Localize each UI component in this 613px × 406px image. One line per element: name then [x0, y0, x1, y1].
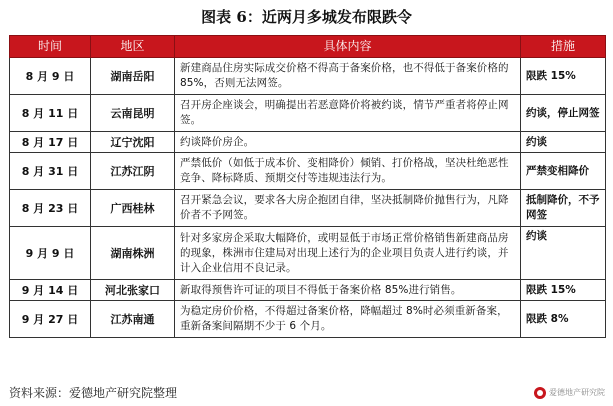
cell-time: 8 月 17 日: [10, 132, 91, 153]
cell-measure: 限跌 15%: [521, 58, 606, 95]
cell-time: 8 月 9 日: [10, 58, 91, 95]
header-measure: 措施: [521, 36, 606, 58]
header-region: 地区: [91, 36, 175, 58]
table-row: [10, 227, 606, 280]
table-row: [10, 153, 606, 190]
logo-icon: [534, 387, 546, 399]
cell-time: 8 月 11 日: [10, 95, 91, 132]
cell-region: 辽宁沈阳: [91, 132, 175, 153]
table-row: [10, 58, 606, 95]
cell-region: 江苏江阴: [91, 153, 175, 190]
cell-content: 新建商品住房实际成交价格不得高于备案价格，也不得低于备案价格的 85%，否则无法网签。: [175, 58, 521, 95]
cell-measure: 抵制降价，不予网签: [521, 190, 606, 227]
cell-time: 9 月 27 日: [10, 301, 91, 338]
table-row: [10, 280, 606, 301]
cell-region: 湖南株洲: [91, 227, 175, 280]
publisher-logo: [534, 386, 605, 400]
cell-region: 江苏南通: [91, 301, 175, 338]
cell-time: 9 月 9 日: [10, 227, 91, 280]
cell-measure: 严禁变相降价: [521, 153, 606, 190]
header-time: 时间: [10, 36, 91, 58]
cell-measure: 限跌 15%: [521, 280, 606, 301]
cell-time: 8 月 31 日: [10, 153, 91, 190]
cell-measure: 约谈，停止网签: [521, 95, 606, 132]
cell-region: 湖南岳阳: [91, 58, 175, 95]
cell-measure: 限跌 8%: [521, 301, 606, 338]
cell-content: 为稳定房价价格，不得超过备案价格，降幅超过 8%时必须重新备案，重新备案间隔期不少于 6 个月。: [175, 301, 521, 338]
cell-region: 广西桂林: [91, 190, 175, 227]
cell-time: 8 月 23 日: [10, 190, 91, 227]
table-row: [10, 132, 606, 153]
cell-content: 新取得预售许可证的项目不得低于备案价格 85%进行销售。: [175, 280, 521, 301]
table-row: [10, 190, 606, 227]
cell-content: 召开房企座谈会，明确提出若恶意降价将被约谈，情节严重者将停止网签。: [175, 95, 521, 132]
cell-content: 严禁低价（如低于成本价、变相降价）倾销、打价格战，坚决杜绝恶性竞争、降标降质、预期交付等违规违法行为。: [175, 153, 521, 190]
cell-region: 云南昆明: [91, 95, 175, 132]
cell-region: 河北张家口: [91, 280, 175, 301]
source-note: 资料来源：爱德地产研究院整理: [9, 386, 178, 400]
figure-title: 图表 6：近两月多城发布限跌令: [201, 8, 412, 26]
cell-measure: 约谈: [521, 227, 606, 280]
cell-content: 约谈降价房企。: [175, 132, 521, 153]
cell-content: 针对多家房企采取大幅降价，或明显低于市场正常价格销售新建商品房的现象，株洲市住建局对出现上述行为的企业项目负责人进行约谈，并计入企业信用不良记录。: [175, 227, 521, 280]
table-header-row: [10, 36, 606, 58]
table-row: [10, 95, 606, 132]
header-content: 具体内容: [175, 36, 521, 58]
cell-content: 召开紧急会议，要求各大房企抱团自律，坚决抵制降价抛售行为，凡降价者不予网签。: [175, 190, 521, 227]
logo-text: 爱德地产研究院: [549, 388, 605, 397]
cell-measure: 约谈: [521, 132, 606, 153]
table-row: [10, 301, 606, 338]
cell-time: 9 月 14 日: [10, 280, 91, 301]
policy-table: [9, 35, 606, 338]
